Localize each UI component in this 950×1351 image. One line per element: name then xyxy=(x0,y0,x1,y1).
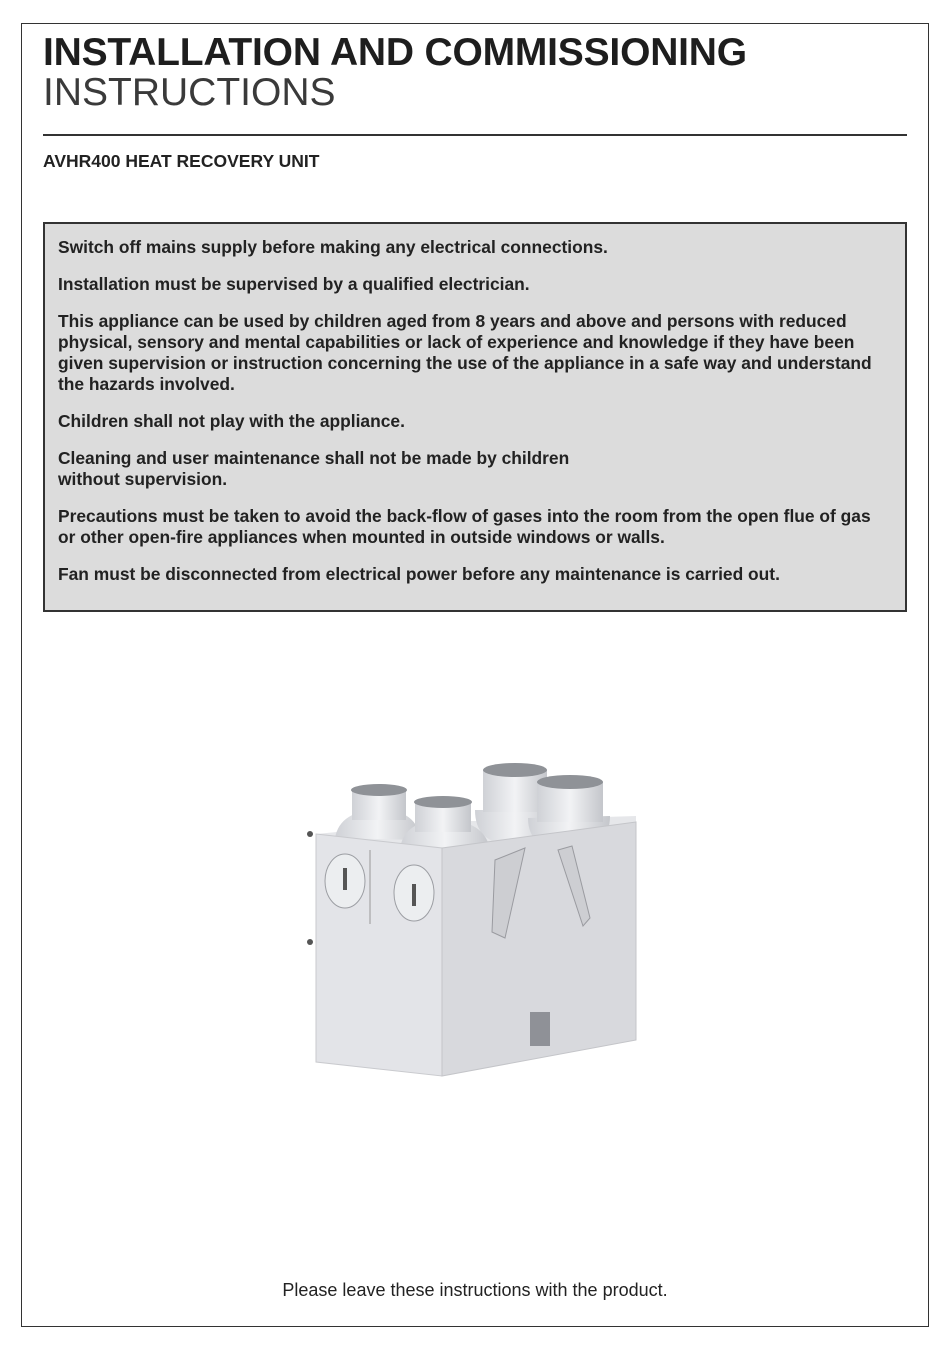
product-name: AVHR400 HEAT RECOVERY UNIT xyxy=(43,151,320,171)
duct-spigot xyxy=(335,784,420,840)
document-title: INSTALLATION AND COMMISSIONING xyxy=(43,31,747,74)
warning-paragraph: This appliance can be used by children aged from 8 years and above and persons with reduced physical, sensory and mental capabilities or lack of experience and knowledge if they have been given supervision or instruction concerning the use of the appliance in a safe way and understand the hazards involved. xyxy=(58,311,872,394)
warning-paragraph: Cleaning and user maintenance shall not be made by children without supervision. xyxy=(58,448,570,489)
document-title-secondary: INSTRUCTIONS xyxy=(43,71,336,114)
warning-paragraph: Installation must be supervised by a qualified electrician. xyxy=(58,274,530,294)
page-border xyxy=(21,23,929,1327)
title-divider xyxy=(43,134,907,136)
product-image-heat-recovery-unit xyxy=(300,750,650,1090)
warning-paragraph: Precautions must be taken to avoid the back-flow of gases into the room from the open flue of gas or other open-fire appliances when mounted in outside windows or walls. xyxy=(58,506,871,547)
footer-note: Please leave these instructions with the product. xyxy=(282,1280,668,1300)
safety-warning-box xyxy=(43,222,907,612)
control-panel xyxy=(530,1012,550,1046)
warning-paragraph: Children shall not play with the appliance. xyxy=(58,411,405,431)
warning-paragraph: Switch off mains supply before making any electrical connections. xyxy=(58,237,608,257)
warning-paragraph: Fan must be disconnected from electrical power before any maintenance is carried out. xyxy=(58,564,780,584)
